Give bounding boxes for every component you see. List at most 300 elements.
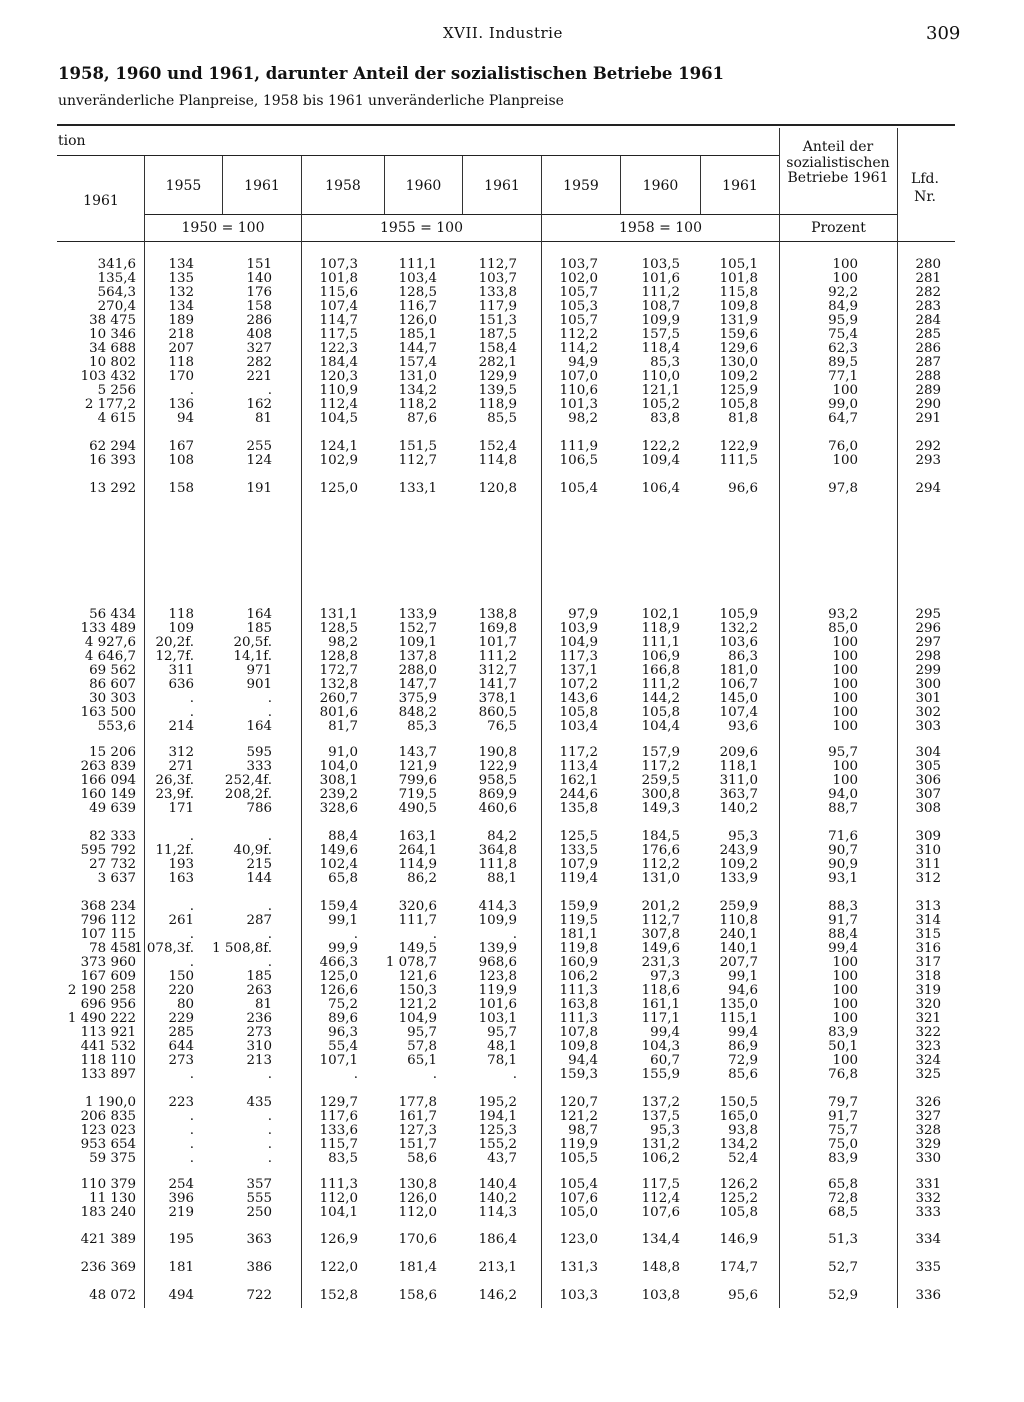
table-cell: 195 xyxy=(168,1232,194,1247)
table-cell: 264,1 xyxy=(398,843,437,858)
table-cell: 363 xyxy=(246,1232,272,1247)
table-cell: 311,0 xyxy=(719,773,758,788)
row-number-cell: 319 xyxy=(915,983,941,998)
table-cell: 414,3 xyxy=(478,899,517,914)
table-cell: 103,4 xyxy=(398,271,437,286)
table-cell: . xyxy=(189,691,194,706)
row-number-cell: 335 xyxy=(915,1260,941,1275)
row-number-cell: 307 xyxy=(915,787,941,802)
table-cell: 101,6 xyxy=(478,997,517,1012)
table-cell: 141,7 xyxy=(478,677,517,692)
table-cell: 118,1 xyxy=(719,759,758,774)
col-divider xyxy=(144,156,145,1308)
table-cell: 130,8 xyxy=(398,1177,437,1192)
table-cell: 97,9 xyxy=(568,607,598,622)
table-cell: 139,5 xyxy=(478,383,517,398)
col-divider xyxy=(779,128,780,1308)
table-cell: 122,9 xyxy=(719,439,758,454)
table-cell: 181,0 xyxy=(719,663,758,678)
table-cell: 231,3 xyxy=(641,955,680,970)
table-cell: 92,2 xyxy=(828,285,858,300)
table-cell: 719,5 xyxy=(398,787,437,802)
table-cell: 273 xyxy=(246,1025,272,1040)
table-cell: 86,2 xyxy=(407,871,437,886)
table-cell: 193 xyxy=(168,857,194,872)
table-cell: 121,6 xyxy=(398,969,437,984)
table-cell: 144,7 xyxy=(398,341,437,356)
table-cell: 132,8 xyxy=(319,677,358,692)
table-cell: 95,3 xyxy=(650,1123,680,1138)
table-cell: 288,0 xyxy=(398,663,437,678)
table-cell: 40,9f. xyxy=(233,843,272,858)
table-cell: 118 110 xyxy=(80,1053,136,1068)
table-cell: 105,4 xyxy=(559,1177,598,1192)
row-number-cell: 333 xyxy=(915,1205,941,1220)
table-cell: 95,7 xyxy=(487,1025,517,1040)
row-number-cell: 321 xyxy=(915,1011,941,1026)
table-cell: 140,2 xyxy=(478,1191,517,1206)
table-cell: 236 369 xyxy=(80,1260,136,1275)
table-cell: 50,1 xyxy=(828,1039,858,1054)
table-cell: 121,9 xyxy=(398,759,437,774)
table-cell: 466,3 xyxy=(319,955,358,970)
table-cell: 214 xyxy=(168,719,194,734)
table-cell: 282 xyxy=(246,355,272,370)
table-cell: 112,7 xyxy=(398,453,437,468)
table-cell: 128,5 xyxy=(319,621,358,636)
table-cell: 184,4 xyxy=(319,355,358,370)
table-cell: 2 190 258 xyxy=(67,983,136,998)
table-cell: 270,4 xyxy=(97,299,136,314)
table-cell: 163 xyxy=(168,871,194,886)
table-cell: 177,8 xyxy=(398,1095,437,1110)
table-cell: 72,9 xyxy=(728,1053,758,1068)
table-cell: 102,9 xyxy=(319,453,358,468)
table-cell: . xyxy=(512,927,517,942)
table-cell: 75,2 xyxy=(328,997,358,1012)
table-cell: 114,9 xyxy=(398,857,437,872)
table-cell: 363,7 xyxy=(719,787,758,802)
table-cell: 149,6 xyxy=(641,941,680,956)
row-number-cell: 320 xyxy=(915,997,941,1012)
table-cell: 102,1 xyxy=(641,607,680,622)
table-cell: 97,8 xyxy=(828,481,858,496)
table-cell: 75,0 xyxy=(828,1137,858,1152)
table-cell: 187,5 xyxy=(478,327,517,342)
row-number-cell: 281 xyxy=(915,271,941,286)
table-cell: . xyxy=(189,1123,194,1138)
table-cell: 98,2 xyxy=(328,635,358,650)
table-cell: 78,1 xyxy=(487,1053,517,1068)
table-cell: 110,6 xyxy=(559,383,598,398)
table-cell: 58,6 xyxy=(407,1151,437,1166)
table-title: 1958, 1960 und 1961, darunter Anteil der sozialistischen Betriebe 1961 xyxy=(58,64,725,83)
table-cell: 99,4 xyxy=(728,1025,758,1040)
table-cell: 23,9f. xyxy=(155,787,194,802)
table-cell: 207 xyxy=(168,341,194,356)
table-cell: 183 240 xyxy=(80,1205,136,1220)
table-cell: 4 646,7 xyxy=(84,649,136,664)
table-cell: . xyxy=(353,1067,358,1082)
table-cell: 194,1 xyxy=(478,1109,517,1124)
table-cell: 206 835 xyxy=(80,1109,136,1124)
table-cell: 64,7 xyxy=(828,411,858,426)
table-cell: 117,3 xyxy=(559,649,598,664)
table-cell: 282,1 xyxy=(478,355,517,370)
table-cell: 43,7 xyxy=(487,1151,517,1166)
table-cell: 109,4 xyxy=(641,453,680,468)
table-cell: 117,9 xyxy=(478,299,517,314)
table-cell: 110,9 xyxy=(319,383,358,398)
table-cell: 85,6 xyxy=(728,1067,758,1082)
table-cell: 99,4 xyxy=(828,941,858,956)
table-cell: 300,8 xyxy=(641,787,680,802)
table-cell: 126,2 xyxy=(719,1177,758,1192)
table-cell: 117,6 xyxy=(319,1109,358,1124)
row-number-cell: 299 xyxy=(915,663,941,678)
table-cell: 11,2f. xyxy=(155,843,194,858)
table-cell: 4 615 xyxy=(97,411,136,426)
table-cell: 107,1 xyxy=(319,1053,358,1068)
table-cell: 320,6 xyxy=(398,899,437,914)
table-cell: 106,2 xyxy=(641,1151,680,1166)
table-cell: 62,3 xyxy=(828,341,858,356)
table-cell: 271 xyxy=(168,759,194,774)
table-cell: 100 xyxy=(832,773,858,788)
table-cell: 123 023 xyxy=(80,1123,136,1138)
table-cell: 135,4 xyxy=(97,271,136,286)
table-cell: 119,8 xyxy=(559,941,598,956)
table-cell: 174,7 xyxy=(719,1260,758,1275)
table-cell: 152,8 xyxy=(319,1288,358,1303)
table-cell: 100 xyxy=(832,453,858,468)
table-cell: 123,8 xyxy=(478,969,517,984)
table-cell: . xyxy=(432,1067,437,1082)
table-cell: 87,6 xyxy=(407,411,437,426)
table-cell: 131,3 xyxy=(559,1260,598,1275)
table-cell: 112,2 xyxy=(559,327,598,342)
table-cell: 89,5 xyxy=(828,355,858,370)
section-heading: XVII. Industrie xyxy=(443,24,563,42)
table-cell: 111,1 xyxy=(398,257,437,272)
table-cell: 490,5 xyxy=(398,801,437,816)
table-cell: . xyxy=(267,1067,272,1082)
table-cell: 220 xyxy=(168,983,194,998)
row-number-cell: 297 xyxy=(915,635,941,650)
table-cell: 133,9 xyxy=(398,607,437,622)
table-cell: 368 234 xyxy=(80,899,136,914)
col0-top-label: tion xyxy=(58,133,86,149)
table-cell: 75,7 xyxy=(828,1123,858,1138)
row-number-cell: 293 xyxy=(915,453,941,468)
table-cell: 99,4 xyxy=(650,1025,680,1040)
table-cell: 100 xyxy=(832,649,858,664)
table-cell: 408 xyxy=(246,327,272,342)
table-cell: 59 375 xyxy=(89,1151,136,1166)
row-number-cell: 301 xyxy=(915,691,941,706)
table-cell: 134,2 xyxy=(719,1137,758,1152)
table-cell: 100 xyxy=(832,1053,858,1068)
table-cell: 151,5 xyxy=(398,439,437,454)
table-cell: 12,7f. xyxy=(155,649,194,664)
table-cell: 240,1 xyxy=(719,927,758,942)
table-cell: 595 xyxy=(246,745,272,760)
table-cell: 27 732 xyxy=(89,857,136,872)
table-cell: 106,7 xyxy=(719,677,758,692)
table-cell: 107,0 xyxy=(559,369,598,384)
table-cell: 81,7 xyxy=(328,719,358,734)
table-cell: 100 xyxy=(832,759,858,774)
table-cell: 93,1 xyxy=(828,871,858,886)
table-cell: 95,6 xyxy=(728,1288,758,1303)
table-cell: 122,9 xyxy=(478,759,517,774)
row-number-cell: 285 xyxy=(915,327,941,342)
table-cell: 109,9 xyxy=(641,313,680,328)
table-cell: 229 xyxy=(168,1011,194,1026)
table-cell: 310 xyxy=(246,1039,272,1054)
table-cell: 101,7 xyxy=(478,635,517,650)
header-rule-base xyxy=(145,214,898,215)
table-cell: 133,5 xyxy=(559,843,598,858)
table-cell: 95,9 xyxy=(828,313,858,328)
table-cell: 147,7 xyxy=(398,677,437,692)
table-cell: 126,9 xyxy=(319,1232,358,1247)
table-cell: 104,3 xyxy=(641,1039,680,1054)
table-cell: 286 xyxy=(246,313,272,328)
table-cell: 107,2 xyxy=(559,677,598,692)
table-cell: 129,9 xyxy=(478,369,517,384)
table-cell: 105,5 xyxy=(559,1151,598,1166)
table-cell: 52,4 xyxy=(728,1151,758,1166)
table-cell: 126,0 xyxy=(398,1191,437,1206)
table-cell: 94,9 xyxy=(568,355,598,370)
table-cell: 189 xyxy=(168,313,194,328)
table-cell: 151,3 xyxy=(478,313,517,328)
table-cell: 901 xyxy=(246,677,272,692)
table-cell: 117,1 xyxy=(641,1011,680,1026)
table-cell: 132,2 xyxy=(719,621,758,636)
table-cell: 121,1 xyxy=(641,383,680,398)
table-cell: 5 256 xyxy=(97,383,136,398)
table-cell: 117,5 xyxy=(641,1177,680,1192)
table-cell: 157,5 xyxy=(641,327,680,342)
table-cell: 3 637 xyxy=(97,871,136,886)
table-cell: 1 078,3f. xyxy=(134,941,194,956)
table-cell: 186,4 xyxy=(478,1232,517,1247)
table-cell: 69 562 xyxy=(89,663,136,678)
table-cell: 722 xyxy=(246,1288,272,1303)
table-cell: 60,7 xyxy=(650,1053,680,1068)
table-cell: 100 xyxy=(832,955,858,970)
table-cell: 259,5 xyxy=(641,773,680,788)
g2-base-label: 1955 = 100 xyxy=(380,220,463,236)
table-cell: 250 xyxy=(246,1205,272,1220)
table-cell: 149,5 xyxy=(398,941,437,956)
table-cell: 195,2 xyxy=(478,1095,517,1110)
table-cell: 133,8 xyxy=(478,285,517,300)
table-cell: 85,0 xyxy=(828,621,858,636)
table-cell: 166,8 xyxy=(641,663,680,678)
table-cell: 106,4 xyxy=(641,481,680,496)
table-cell: 185,1 xyxy=(398,327,437,342)
table-cell: 81 xyxy=(254,997,272,1012)
table-cell: 105,7 xyxy=(559,313,598,328)
table-cell: 135,8 xyxy=(559,801,598,816)
table-cell: 48,1 xyxy=(487,1039,517,1054)
table-cell: 223 xyxy=(168,1095,194,1110)
table-cell: 131,0 xyxy=(641,871,680,886)
table-cell: 110,8 xyxy=(719,913,758,928)
row-number-cell: 306 xyxy=(915,773,941,788)
table-cell: 65,8 xyxy=(328,871,358,886)
table-cell: 121,2 xyxy=(398,997,437,1012)
table-cell: 30 303 xyxy=(89,691,136,706)
table-cell: 123,0 xyxy=(559,1232,598,1247)
table-cell: 76,0 xyxy=(828,439,858,454)
table-cell: 83,9 xyxy=(828,1025,858,1040)
table-cell: . xyxy=(267,705,272,720)
table-cell: 328,6 xyxy=(319,801,358,816)
g3-year-1961: 1961 xyxy=(722,178,758,194)
table-cell: 128,8 xyxy=(319,649,358,664)
table-cell: 100 xyxy=(832,257,858,272)
table-cell: 68,5 xyxy=(828,1205,858,1220)
table-cell: 135 xyxy=(168,271,194,286)
table-cell: 111,5 xyxy=(719,453,758,468)
table-cell: 93,2 xyxy=(828,607,858,622)
table-cell: 114,3 xyxy=(478,1205,517,1220)
table-cell: 143,7 xyxy=(398,745,437,760)
table-cell: 163,1 xyxy=(398,829,437,844)
table-cell: 159,6 xyxy=(719,327,758,342)
table-cell: 312 xyxy=(168,745,194,760)
table-cell: 81 xyxy=(254,411,272,426)
table-cell: 243,9 xyxy=(719,843,758,858)
table-cell: 10 802 xyxy=(89,355,136,370)
table-cell: 89,6 xyxy=(328,1011,358,1026)
table-cell: 441 532 xyxy=(80,1039,136,1054)
table-cell: 83,9 xyxy=(828,1151,858,1166)
table-cell: 49 639 xyxy=(89,801,136,816)
table-cell: 125,0 xyxy=(319,969,358,984)
table-cell: 62 294 xyxy=(89,439,136,454)
table-cell: 131,1 xyxy=(319,607,358,622)
table-cell: 953 654 xyxy=(80,1137,136,1152)
table-cell: 103,8 xyxy=(641,1288,680,1303)
table-cell: 126,0 xyxy=(398,313,437,328)
table-cell: 848,2 xyxy=(398,705,437,720)
table-cell: 159,3 xyxy=(559,1067,598,1082)
row-number-cell: 284 xyxy=(915,313,941,328)
g3-year-1960: 1960 xyxy=(642,178,679,194)
table-cell: 105,9 xyxy=(719,607,758,622)
table-cell: 99,9 xyxy=(328,941,358,956)
table-cell: 34 688 xyxy=(89,341,136,356)
table-cell: 100 xyxy=(832,719,858,734)
table-cell: 213 xyxy=(246,1053,272,1068)
table-cell: 112,0 xyxy=(319,1191,358,1206)
table-cell: 88,1 xyxy=(487,871,517,886)
row-number-cell: 329 xyxy=(915,1137,941,1152)
table-cell: 112,4 xyxy=(641,1191,680,1206)
table-cell: 103,7 xyxy=(559,257,598,272)
table-cell: 135,0 xyxy=(719,997,758,1012)
table-cell: 149,6 xyxy=(319,843,358,858)
table-cell: . xyxy=(267,1151,272,1166)
table-cell: 116,7 xyxy=(398,299,437,314)
table-cell: 107,6 xyxy=(559,1191,598,1206)
table-cell: 143,6 xyxy=(559,691,598,706)
table-cell: 134 xyxy=(168,257,194,272)
table-cell: 125,9 xyxy=(719,383,758,398)
table-cell: 112,2 xyxy=(641,857,680,872)
row-number-cell: 318 xyxy=(915,969,941,984)
row-number-cell: 305 xyxy=(915,759,941,774)
table-cell: . xyxy=(267,927,272,942)
table-cell: 124 xyxy=(246,453,272,468)
table-cell: 201,2 xyxy=(641,899,680,914)
table-cell: 159,4 xyxy=(319,899,358,914)
table-cell: . xyxy=(267,1137,272,1152)
row-number-cell: 308 xyxy=(915,801,941,816)
table-cell: 80 xyxy=(176,997,194,1012)
table-cell: 170 xyxy=(168,369,194,384)
table-cell: 261 xyxy=(168,913,194,928)
table-cell: 96,6 xyxy=(728,481,758,496)
table-cell: . xyxy=(189,899,194,914)
g1-base-label: 1950 = 100 xyxy=(181,220,265,236)
table-cell: 494 xyxy=(168,1288,194,1303)
table-cell: 104,0 xyxy=(319,759,358,774)
table-cell: 107,4 xyxy=(319,299,358,314)
table-cell: 105,8 xyxy=(559,705,598,720)
table-cell: 109,9 xyxy=(478,913,517,928)
table-cell: 184,5 xyxy=(641,829,680,844)
table-cell: 133,1 xyxy=(398,481,437,496)
table-cell: 158,6 xyxy=(398,1288,437,1303)
table-cell: 100 xyxy=(832,1011,858,1026)
table-cell: 133,6 xyxy=(319,1123,358,1138)
table-cell: 103,1 xyxy=(478,1011,517,1026)
table-cell: . xyxy=(432,927,437,942)
row-number-cell: 304 xyxy=(915,745,941,760)
table-cell: 101,8 xyxy=(319,271,358,286)
table-cell: 94,4 xyxy=(568,1053,598,1068)
table-cell: 312,7 xyxy=(478,663,517,678)
table-cell: 799,6 xyxy=(398,773,437,788)
table-cell: 115,8 xyxy=(719,285,758,300)
table-cell: 107,3 xyxy=(319,257,358,272)
table-cell: 90,9 xyxy=(828,857,858,872)
table-cell: 100 xyxy=(832,969,858,984)
table-subtitle: unveränderliche Planpreise, 1958 bis 1961 unveränderliche Planpreise xyxy=(58,93,564,109)
row-number-cell: 288 xyxy=(915,369,941,384)
table-cell: 85,3 xyxy=(407,719,437,734)
table-cell: . xyxy=(189,705,194,720)
table-cell: . xyxy=(189,829,194,844)
table-cell: 111,8 xyxy=(478,857,517,872)
table-cell: 801,6 xyxy=(319,705,358,720)
table-cell: 118,9 xyxy=(478,397,517,412)
table-cell: 90,7 xyxy=(828,843,858,858)
table-cell: 111,2 xyxy=(641,285,680,300)
table-cell: 108 xyxy=(168,453,194,468)
g1-year-1961: 1961 xyxy=(244,178,280,194)
table-cell: 84,9 xyxy=(828,299,858,314)
table-cell: 110,0 xyxy=(641,369,680,384)
table-cell: 86,9 xyxy=(728,1039,758,1054)
table-cell: 140 xyxy=(246,271,272,286)
